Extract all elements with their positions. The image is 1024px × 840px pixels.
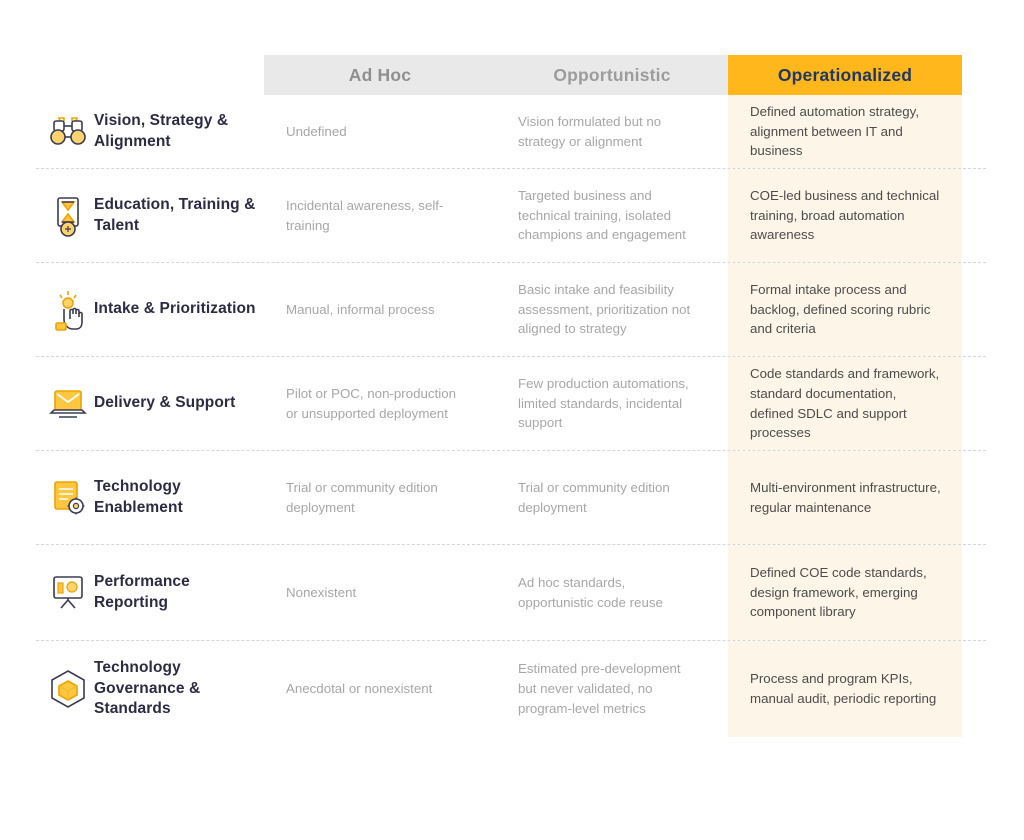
- cell-opportunistic: Estimated pre-development but never validated, no program-level metrics: [518, 661, 681, 716]
- row-label: Vision, Strategy & Alignment: [94, 111, 229, 150]
- cell-operationalized: Multi-environment infrastructure, regular maintenance: [728, 451, 962, 544]
- row-label: Education, Training & Talent: [94, 195, 256, 234]
- cell-opportunistic: Trial or community edition deployment: [518, 479, 670, 515]
- presentation-chart-icon: [36, 545, 94, 640]
- cube-box-icon: [36, 641, 94, 737]
- row-label: Technology Enablement: [94, 477, 183, 516]
- laptop-mail-icon: [36, 357, 94, 450]
- cell-operationalized: Defined automation strategy, alignment between IT and business: [728, 95, 962, 168]
- maturity-matrix: [36, 55, 986, 737]
- cell-operationalized: Code standards and framework, standard documentation, defined SDLC and support processes: [728, 357, 962, 450]
- binoculars-icon: [36, 95, 94, 168]
- table-row: [36, 451, 986, 545]
- cell-ad-hoc: Pilot or POC, non-production or unsupported deployment: [286, 385, 456, 421]
- row-label: Intake & Prioritization: [94, 300, 256, 318]
- cell-ad-hoc: Nonexistent: [286, 584, 357, 600]
- cell-ad-hoc: Undefined: [286, 123, 347, 139]
- cell-operationalized: Defined COE code standards, design framework, emerging component library: [728, 545, 962, 640]
- table-row: [36, 95, 986, 169]
- cell-opportunistic: Targeted business and technical training, isolated champions and engagement: [518, 187, 686, 243]
- cell-ad-hoc: Trial or community edition deployment: [286, 479, 438, 515]
- row-label: Delivery & Support: [94, 394, 236, 412]
- row-label: Performance Reporting: [94, 572, 190, 611]
- cell-operationalized: Process and program KPIs, manual audit, periodic reporting: [728, 641, 962, 737]
- cell-operationalized: Formal intake process and backlog, defined scoring rubric and criteria: [728, 263, 962, 356]
- table-row: [36, 545, 986, 641]
- cell-opportunistic: Ad hoc standards, opportunistic code reuse: [518, 574, 663, 610]
- column-header-opportunistic: Opportunistic: [496, 55, 728, 95]
- cell-opportunistic: Few production automations, limited standards, incidental support: [518, 375, 689, 431]
- hourglass-medal-icon: [36, 169, 94, 262]
- cell-opportunistic: Basic intake and feasibility assessment, prioritization not aligned to strategy: [518, 281, 691, 337]
- matrix-header-row: [36, 55, 986, 95]
- header-label-spacer: [36, 55, 264, 95]
- table-row: [36, 263, 986, 357]
- cell-ad-hoc: Anecdotal or nonexistent: [286, 681, 433, 697]
- document-gear-icon: [36, 451, 94, 544]
- table-row: [36, 641, 986, 737]
- cell-opportunistic: Vision formulated but no strategy or alignment: [518, 113, 662, 149]
- cell-ad-hoc: Incidental awareness, self-training: [286, 197, 444, 233]
- hand-click-idea-icon: [36, 263, 94, 356]
- column-header-ad-hoc: Ad Hoc: [264, 55, 496, 95]
- cell-operationalized: COE-led business and technical training, broad automation awareness: [728, 169, 962, 262]
- column-header-operationalized: Operationalized: [728, 55, 962, 95]
- row-label: Technology Governance & Standards: [94, 659, 201, 718]
- cell-ad-hoc: Manual, informal process: [286, 301, 435, 317]
- table-row: [36, 357, 986, 451]
- table-row: [36, 169, 986, 263]
